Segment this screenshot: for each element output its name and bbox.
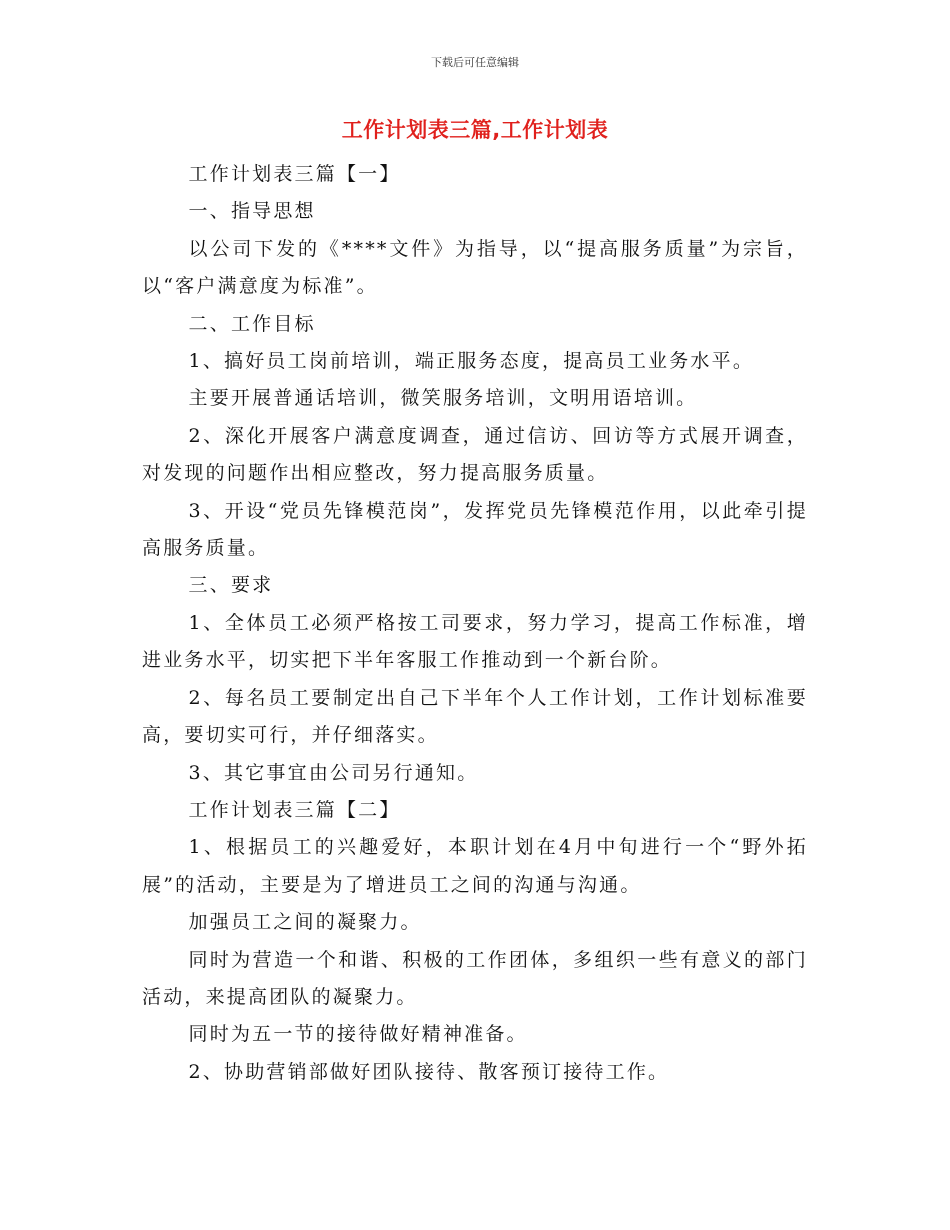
subheading-guiding-thought: 一、指导思想	[188, 200, 316, 223]
paragraph: 同时为五一节的接待做好精神准备。	[188, 1023, 528, 1046]
paragraph: 同时为营造一个和谐、积极的工作团体，多组织一些有意义的部门活动，来提高团队的凝聚力。	[142, 948, 808, 1008]
header-note: 下载后可任意编辑	[431, 56, 519, 69]
subheading-requirements: 三、要求	[188, 574, 274, 597]
section-heading-1: 工作计划表三篇【一】	[188, 163, 401, 185]
subheading-work-goals: 二、工作目标	[188, 312, 316, 335]
document-title: 工作计划表三篇,工作计划表	[341, 118, 609, 142]
paragraph: 2、深化开展客户满意度调查，通过信访、回访等方式展开调查，对发现的问题作出相应整改，努力提高服务质量。	[142, 424, 808, 485]
paragraph: 以公司下发的《****文件》为指导，以“提高服务质量”为宗旨，以“客户满意度为标准”。	[142, 237, 808, 298]
paragraph: 加强员工之间的凝聚力。	[188, 911, 422, 934]
paragraph: 主要开展普通话培训，微笑服务培训，文明用语培训。	[188, 387, 698, 410]
paragraph: 2、协助营销部做好团队接待、散客预订接待工作。	[188, 1060, 670, 1083]
paragraph: 3、其它事宜由公司另行通知。	[188, 761, 479, 784]
paragraph: 3、开设“党员先锋模范岗”，发挥党员先锋模范作用，以此牵引提高服务质量。	[142, 499, 808, 560]
section-heading-2: 工作计划表三篇【二】	[188, 798, 401, 821]
paragraph: 1、根据员工的兴趣爱好，本职计划在4月中旬进行一个“野外拓展”的活动，主要是为了增进员工之间的沟通与沟通。	[142, 836, 808, 896]
document-body	[142, 156, 808, 1091]
paragraph: 1、搞好员工岗前培训，端正服务态度，提高员工业务水平。	[188, 350, 755, 373]
paragraph: 1、全体员工必须严格按工司要求，努力学习，提高工作标准，增进业务水平，切实把下半年客服工作推动到一个新台阶。	[142, 611, 808, 672]
paragraph: 2、每名员工要制定出自己下半年个人工作计划，工作计划标准要高，要切实可行，并仔细落实。	[142, 686, 808, 747]
